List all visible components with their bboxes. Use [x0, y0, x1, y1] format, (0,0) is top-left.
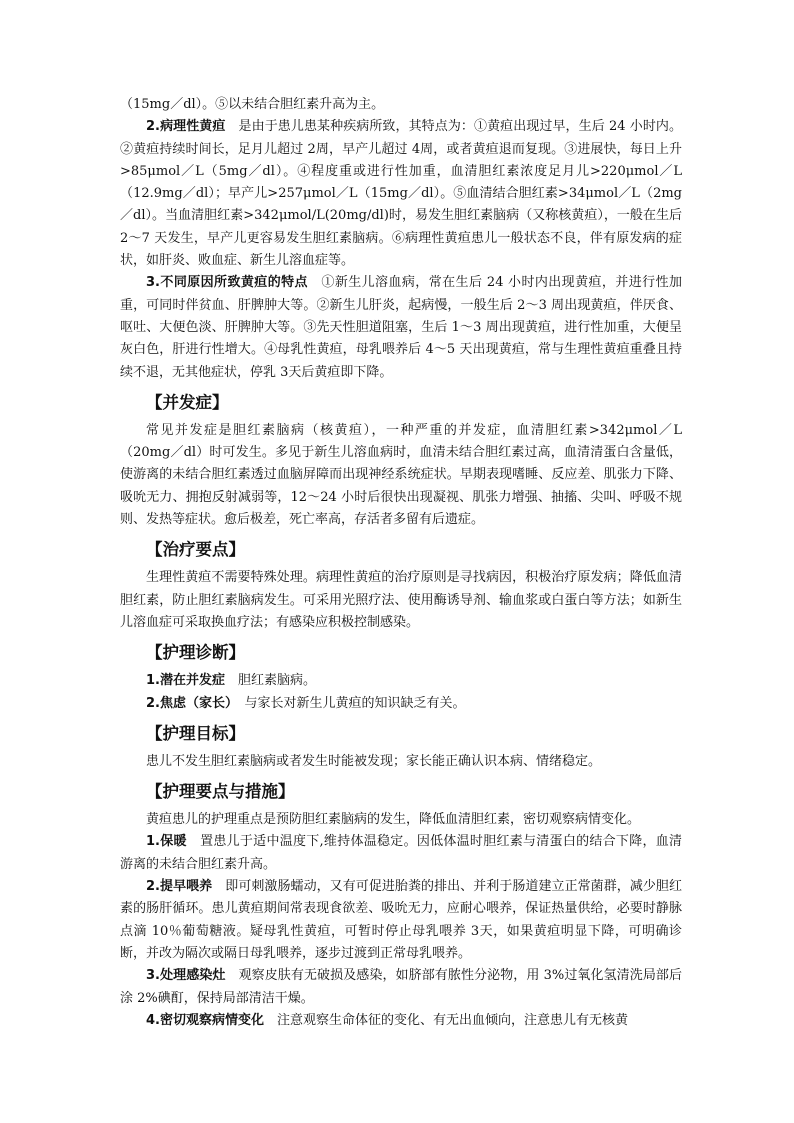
diagnosis-lead: 1.潜在并发症	[146, 673, 225, 689]
measure-text: 注意观察生命体征的变化、有无出血倾向，注意患儿有无核黄	[263, 1012, 628, 1028]
diagnosis-text: 胆红素脑病。	[224, 673, 316, 689]
diagnosis-text: 与家长对新生儿黄疸的知识缺乏有关。	[231, 695, 466, 711]
diagnosis-item	[120, 670, 682, 692]
pathological-jaundice-paragraph	[120, 116, 682, 272]
measure-lead: 2.提早喂养	[146, 879, 213, 895]
measure-item	[120, 876, 682, 965]
measure-lead: 3.处理感染灶	[146, 968, 226, 984]
section-heading-nursing-measures: 【护理要点与措施】	[146, 782, 295, 802]
diagnosis-item	[120, 693, 682, 715]
paragraph-text: 是由于患儿患某种疾病所致，其特点为：①黄疸出现过早，生后 24 小时内。②黄疸持续时间长，足月儿超过 2周，早产儿超过 4周，或者黄疸退而复现。③进展快，每日上升>85μmol／L（5mg／dl）。④程度重或进行性加重，血清胆红素浓度足月儿>220μmol／L（12.9mg／dl）；早产儿>257μmol／L（15mg／dl）。⑤血清结合胆红素>34μmol／L（2mg／dl）。当血清胆红素>342μmol/L(20mg/dl)时，易发生胆红素脑病（又称核黄疸），一般在生后 2～7 天发生，早产儿更容易发生胆红素脑病。⑥病理性黄疸患儿一般状态不良，伴有原发病的症状，如肝炎、败血症、新生儿溶血症等。	[120, 119, 682, 269]
section-heading-treatment: 【治疗要点】	[146, 540, 245, 560]
section-heading-nursing-goals: 【护理目标】	[146, 723, 245, 743]
measure-item	[120, 1010, 682, 1032]
measure-text: 置患儿于适中温度下,维持体温稳定。因低体温时胆红素与清蛋白的结合下降，血清游离的未结合胆红素升高。	[120, 834, 683, 872]
goals-paragraph: 患儿不发生胆红素脑病或者发生时能被发现；家长能正确认识本病、情绪稳定。	[146, 753, 602, 769]
complications-paragraph: 常见并发症是胆红素脑病（核黄疸），一种严重的并发症，血清胆红素>342μmol／L（20mg／dl）时可发生。多见于新生儿溶血病时，血清未结合胆红素过高，血清清蛋白含量低，使游离的未结合胆红素透过血脑屏障而出现神经系统症状。早期表现嗜睡、反应差、肌张力下降、吸吮无力、拥抱反射减弱等，12～24 小时后很快出现凝视、肌张力增强、抽搐、尖叫、呼吸不规则、发热等症状。愈后极差，死亡率高，存活者多留有后遗症。	[120, 422, 682, 528]
document-page	[120, 94, 682, 1032]
measure-item	[120, 831, 682, 876]
measure-lead: 4.密切观察病情变化	[146, 1012, 264, 1028]
treatment-paragraph: 生理性黄疸不需要特殊处理。病理性黄疸的治疗原则是寻找病因，积极治疗原发病；降低血清胆红素，防止胆红素脑病发生。可采用光照疗法、使用酶诱导剂、输血浆或白蛋白等方法；如新生儿溶血症可采取换血疗法；有感染应积极控制感染。	[120, 570, 682, 630]
measures-intro: 黄疸患儿的护理重点是预防胆红素脑病的发生，降低血清胆红素，密切观察病情变化。	[146, 812, 641, 828]
paragraph-lead: 2.病理性黄疸	[146, 119, 226, 135]
measure-item	[120, 965, 682, 1010]
paragraph-text: ①新生儿溶血病，常在生后 24 小时内出现黄疸，并进行性加重，可同时伴贫血、肝脾肿大等。②新生儿肝炎，起病慢，一般生后 2～3 周出现黄疸，伴厌食、呕吐、大便色淡、肝脾肿大等。③先天性胆道阻塞，生后 1～3 周出现黄疸，进行性加重，大便呈灰白色，肝进行性增大。④母乳性黄疸，母乳喂养后 4～5 天出现黄疸，常与生理性黄疸重叠且持续不退，无其他症状，停乳 3天后黄疸即下降。	[120, 275, 683, 380]
jaundice-causes-paragraph	[120, 272, 682, 383]
section-heading-nursing-diagnosis: 【护理诊断】	[146, 643, 245, 663]
measure-text: 观察皮肤有无破损及感染，如脐部有脓性分泌物，用 3%过氧化氢清洗局部后涂 2%碘酊，保持局部清洁干燥。	[120, 968, 683, 1006]
paragraph-lead: 3.不同原因所致黄疸的特点	[146, 275, 308, 291]
measure-text: 即可刺激肠蠕动，又有可促进胎粪的排出、并利于肠道建立正常菌群，减少胆红素的肠肝循环。患儿黄疸期间常表现食欲差、吸吮无力，应耐心喂养，保证热量供给，必要时静脉点滴 10％葡萄糖液。疑母乳性黄疸，可暂时停止母乳喂养 3天，如果黄疸明显下降，可明确诊断，并改为隔次或隔日母乳喂养，逐步过渡到正常母乳喂养。	[120, 879, 682, 961]
section-heading-complications: 【并发症】	[146, 392, 229, 412]
measure-lead: 1.保暖	[146, 834, 187, 850]
paragraph-continuation: （15mg／dl）。⑤以未结合胆红素升高为主。	[120, 97, 385, 112]
diagnosis-lead: 2.焦虑（家长）	[146, 695, 232, 711]
